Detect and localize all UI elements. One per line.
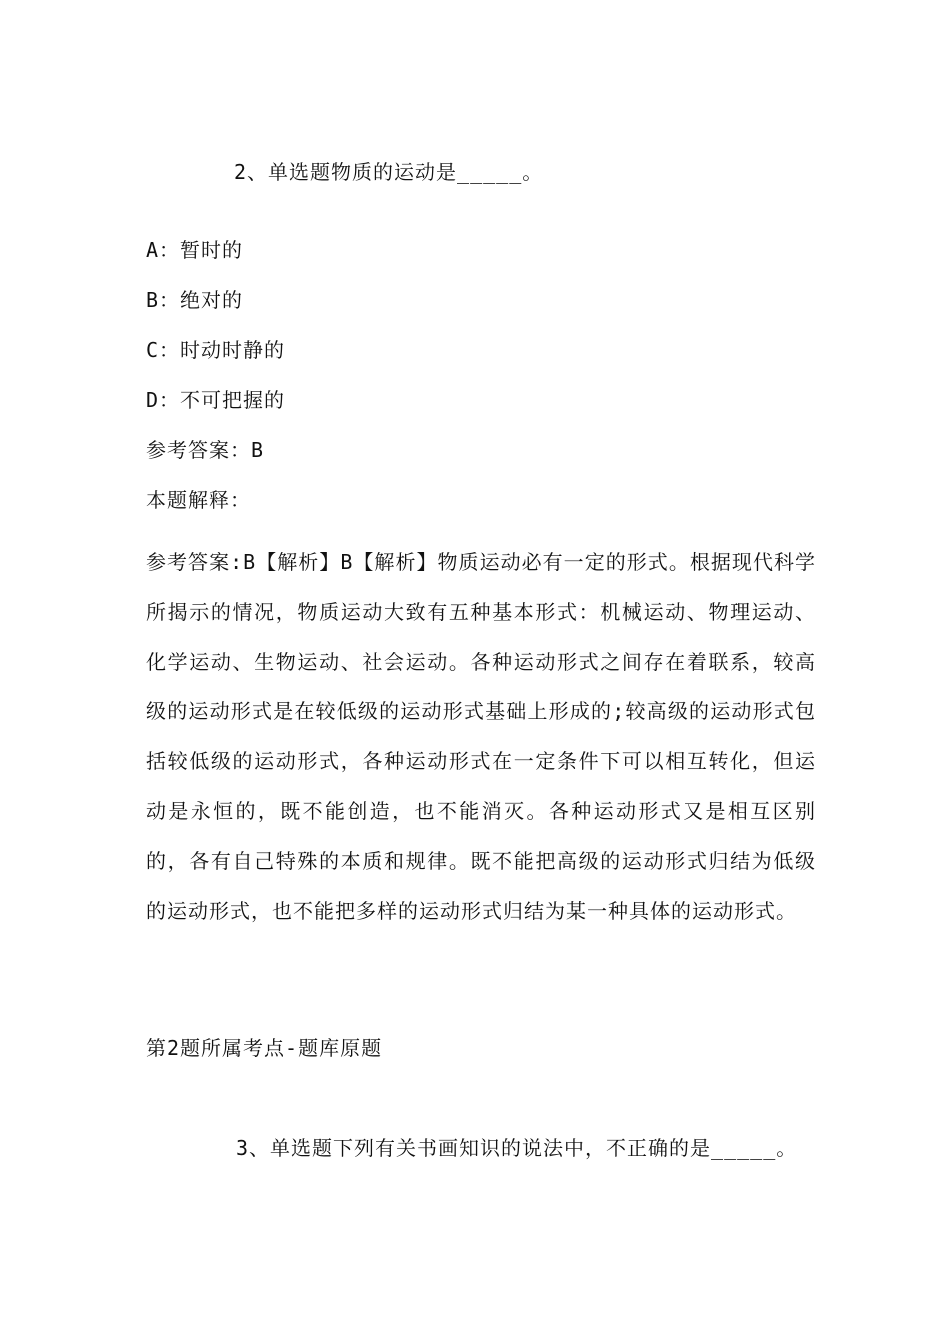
question-3-title: 3、单选题下列有关书画知识的说法中，不正确的是_____。 bbox=[236, 1136, 798, 1160]
reference-answer: 参考答案：B bbox=[146, 438, 265, 462]
option-c: C：时动时静的 bbox=[146, 338, 286, 362]
option-a: A：暂时的 bbox=[146, 238, 244, 262]
option-d: D：不可把握的 bbox=[146, 388, 286, 412]
option-b: B：绝对的 bbox=[146, 288, 244, 312]
question-2-title: 2、单选题物质的运动是_____。 bbox=[234, 160, 544, 184]
explanation-text: 参考答案:B【解析】B【解析】物质运动必有一定的形式。根据现代科学所揭示的情况，物质运动大致有五种基本形式：机械运动、物理运动、化学运动、生物运动、社会运动。各种运动形式之间存在着联系，较高级的运动形式是在较低级的运动形式基础上形成的;较高级的运动形式包括较低级的运动形式，各种运动形式在一定条件下可以相互转化，但运动是永恒的，既不能创造，也不能消灭。各种运动形式又是相互区别的，各有自己特殊的本质和规律。既不能把高级的运动形式归结为低级的运动形式，也不能把多样的运动形式归结为某一种具体的运动形式。 bbox=[146, 550, 816, 923]
explanation-label: 本题解释： bbox=[146, 488, 251, 512]
knowledge-point: 第2题所属考点-题库原题 bbox=[146, 1036, 383, 1060]
